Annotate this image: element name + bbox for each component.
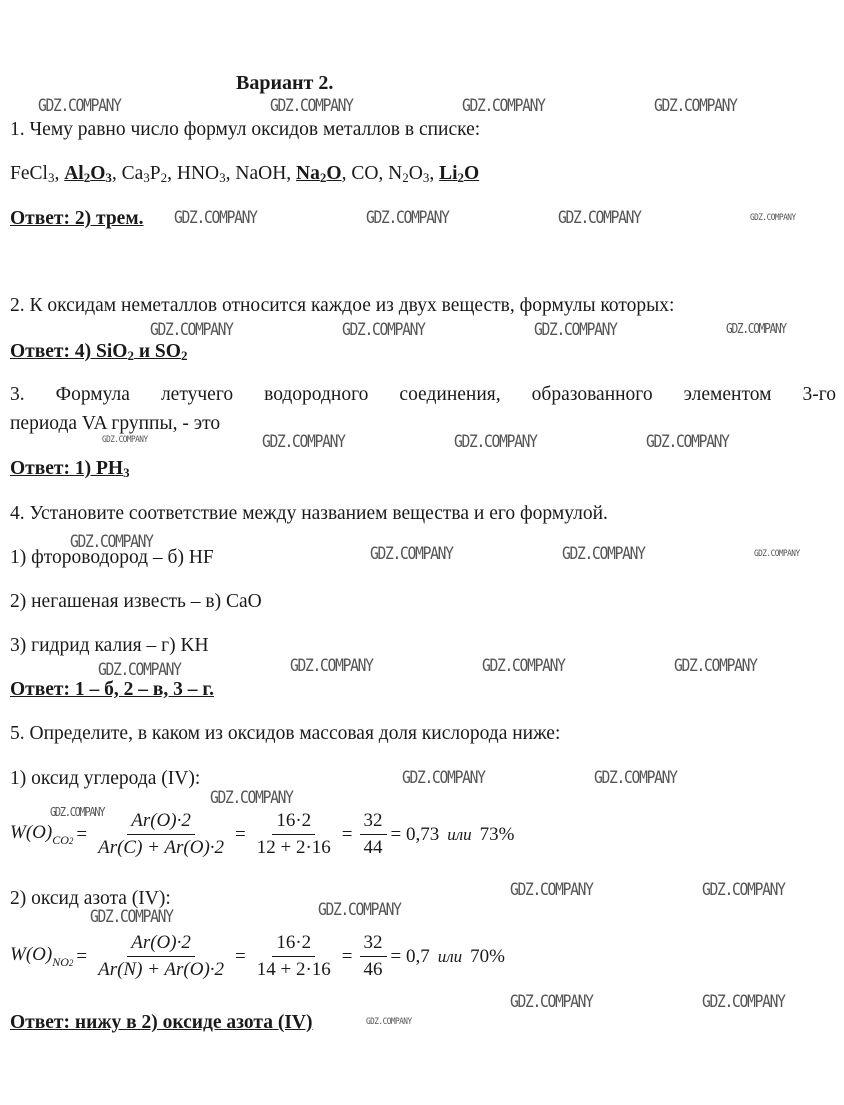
question-3-line-1: 3. Формула летучего водородного соединения, образованного элементом 3-го — [10, 384, 836, 405]
variant-title: Вариант 2. — [236, 72, 334, 94]
watermark: GDZ.COMPANY — [262, 432, 345, 452]
watermark: GDZ.COMPANY — [462, 96, 545, 116]
watermark: GDZ.COMPANY — [150, 320, 233, 340]
watermark: GDZ.COMPANY — [318, 900, 401, 920]
watermark: GDZ.COMPANY — [402, 768, 485, 788]
match-item-1: 1) фтороводород – б) HF — [10, 547, 214, 568]
question-1: 1. Чему равно число формул оксидов металлов в списке: — [10, 119, 481, 140]
oxide-item-2: 2) оксид азота (IV): — [10, 888, 171, 909]
watermark: GDZ.COMPANY — [366, 1017, 412, 1027]
watermark: GDZ.COMPANY — [534, 320, 617, 340]
watermark: GDZ.COMPANY — [510, 880, 593, 900]
answer-4: Ответ: 1 – б, 2 – в, 3 – г. — [10, 679, 214, 700]
watermark: GDZ.COMPANY — [654, 96, 737, 116]
formula-list: FeCl$_3$, $Al_2O_3$, $Ca_3P_2$, $HNO_3$, NaOH, $Na_2O$, CO, $N_2O_3$, $Li_2O$ — [10, 163, 480, 185]
watermark: GDZ.COMPANY — [290, 656, 373, 676]
watermark: GDZ.COMPANY — [754, 549, 800, 559]
watermark: GDZ.COMPANY — [750, 213, 796, 223]
watermark: GDZ.COMPANY — [674, 656, 757, 676]
watermark: GDZ.COMPANY — [90, 907, 173, 927]
formula-co2: $W(O)_{CO2}$ = $\frac{Ar(O)\cdot 2}{Ar(C) + Ar(O)\cdot 2}$ = $\frac{16\cdot 2}{12 + 2\cdot 16}$ = $\frac{32}{44}$ = 0,73 или 73% — [10, 810, 515, 858]
watermark: GDZ.COMPANY — [98, 660, 181, 680]
match-item-2: 2) негашеная известь – в) CaO — [10, 591, 262, 612]
question-2: 2. К оксидам неметаллов относится каждое из двух веществ, формулы которых: — [10, 295, 675, 316]
watermark: GDZ.COMPANY — [174, 208, 257, 228]
watermark: GDZ.COMPANY — [562, 544, 645, 564]
formula-no2: $W(O)_{NO2}$ = $\frac{Ar(O)\cdot 2}{Ar(N) + Ar(O)\cdot 2}$ = $\frac{16\cdot 2}{14 + 2\cdot 16}$ = $\frac{32}{46}$ = 0,7 или 70% — [10, 932, 505, 980]
watermark: GDZ.COMPANY — [594, 768, 677, 788]
answer-1: Ответ: 2) трем. — [10, 208, 144, 229]
watermark: GDZ.COMPANY — [702, 880, 785, 900]
question-4: 4. Установите соответствие между названием вещества и его формулой. — [10, 503, 608, 524]
watermark: GDZ.COMPANY — [370, 544, 453, 564]
watermark: GDZ.COMPANY — [510, 992, 593, 1012]
watermark: GDZ.COMPANY — [646, 432, 729, 452]
question-3-line-2: периода VA группы, - это — [10, 413, 221, 434]
watermark: GDZ.COMPANY — [102, 435, 148, 445]
watermark: GDZ.COMPANY — [558, 208, 641, 228]
watermark: GDZ.COMPANY — [270, 96, 353, 116]
watermark: GDZ.COMPANY — [70, 532, 153, 552]
answer-5: Ответ: нижу в 2) оксиде азота (IV) — [10, 1012, 313, 1033]
watermark: GDZ.COMPANY — [38, 96, 121, 116]
watermark: GDZ.COMPANY — [726, 322, 786, 337]
watermark: GDZ.COMPANY — [454, 432, 537, 452]
watermark: GDZ.COMPANY — [366, 208, 449, 228]
answer-3: Ответ: 1) $PH_3$ — [10, 458, 130, 480]
question-5: 5. Определите, в каком из оксидов массовая доля кислорода ниже: — [10, 723, 561, 744]
watermark: GDZ.COMPANY — [210, 788, 293, 808]
watermark: GDZ.COMPANY — [702, 992, 785, 1012]
watermark: GDZ.COMPANY — [342, 320, 425, 340]
watermark: GDZ.COMPANY — [50, 805, 105, 819]
watermark: GDZ.COMPANY — [482, 656, 565, 676]
match-item-3: 3) гидрид калия – г) KH — [10, 635, 209, 656]
oxide-item-1: 1) оксид углерода (IV): — [10, 768, 201, 789]
answer-2: Ответ: 4) SiO$_2$ и $SO_2$ — [10, 341, 188, 363]
